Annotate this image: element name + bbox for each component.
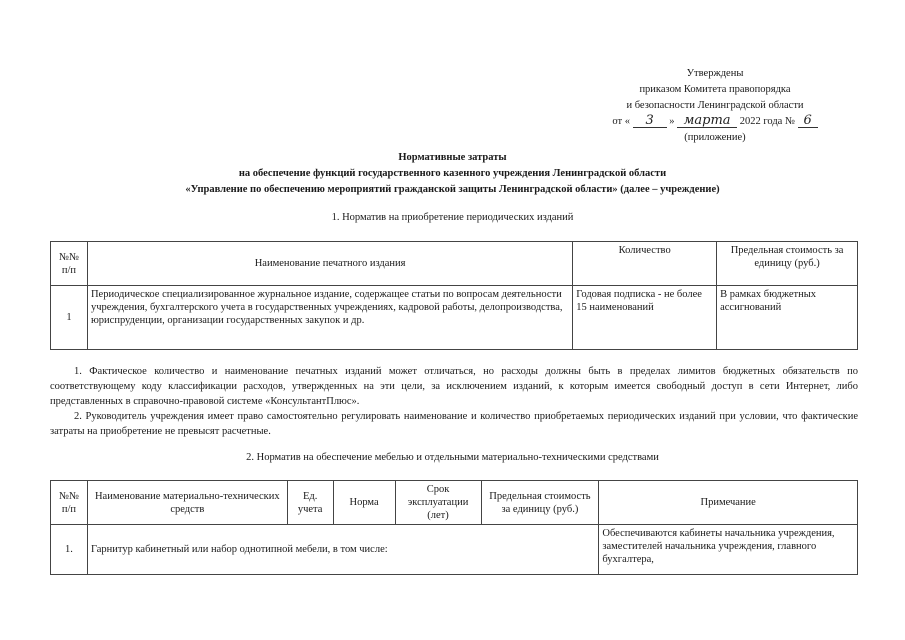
title-line-2: на обеспечение функций государственного казенного учреждения Ленинградской области bbox=[238, 168, 667, 179]
handwritten-month: марта bbox=[677, 114, 737, 128]
document-title bbox=[0, 150, 905, 198]
note-paragraph-2: 2. Руководитель учреждения имеет право самостоятельно регулировать наименование и количество приобретаемых периодических изданий при условии, что фактические затраты на приобретение не превысят расчетные. bbox=[50, 411, 858, 437]
table-row bbox=[51, 286, 858, 350]
section-2-heading: 2. Норматив на обеспечение мебелью и отдельными материально-техническими средствами bbox=[246, 452, 659, 463]
approval-line-3: и безопасности Ленинградской области bbox=[626, 100, 804, 111]
header-name: Наименование печатного издания bbox=[87, 242, 572, 286]
approval-line-2: приказом Комитета правопорядка bbox=[639, 84, 791, 95]
table-header-row bbox=[51, 481, 858, 525]
title-line-3: «Управление по обеспечению мероприятий гражданской защиты Ленинградской области» (далее – учреждение) bbox=[185, 184, 720, 195]
approval-attachment: (приложение) bbox=[684, 132, 746, 143]
table-row bbox=[51, 525, 858, 575]
date-suffix: 2022 года № bbox=[739, 116, 795, 127]
date-prefix: от « bbox=[612, 116, 630, 127]
header-service-life: Срок эксплуатации (лет) bbox=[395, 481, 481, 525]
title-line-1: Нормативные затраты bbox=[398, 152, 507, 163]
row-note: Обеспечиваются кабинеты начальника учреждения, заместителей начальника учреждения, главного бухгалтера, bbox=[599, 525, 858, 575]
header-num: №№ п/п bbox=[51, 242, 88, 286]
approval-date-line bbox=[600, 114, 830, 130]
row-num: 1. bbox=[51, 525, 88, 575]
handwritten-order-number: 6 bbox=[798, 114, 818, 128]
header-quantity: Количество bbox=[573, 242, 717, 286]
header-name: Наименование материально-технических средств bbox=[87, 481, 287, 525]
row-price: В рамках бюджетных ассигнований bbox=[717, 286, 858, 350]
periodicals-table bbox=[50, 241, 858, 350]
approval-block bbox=[600, 66, 830, 146]
header-price: Предельная стоимость за единицу (руб.) bbox=[481, 481, 599, 525]
row-name: Гарнитур кабинетный или набор однотипной мебели, в том числе: bbox=[87, 525, 598, 575]
header-unit: Ед. учета bbox=[287, 481, 333, 525]
header-price: Предельная стоимость за единицу (руб.) bbox=[717, 242, 858, 286]
row-num: 1 bbox=[51, 286, 88, 350]
date-mid: » bbox=[669, 116, 675, 127]
approval-line-1: Утверждены bbox=[686, 68, 744, 79]
header-norm: Норма bbox=[333, 481, 395, 525]
furniture-table bbox=[50, 480, 858, 575]
table-header-row bbox=[51, 242, 858, 286]
row-name: Периодическое специализированное журнальное издание, содержащее статьи по вопросам деятельности учреждения, бухгалтерского учета в государственных учреждениях, кадровой работы, делопроизводства, юриспруденции, организации государственных закупок и др. bbox=[87, 286, 572, 350]
handwritten-day: 3 bbox=[633, 114, 667, 128]
notes-block bbox=[50, 364, 858, 439]
header-num: №№ п/п bbox=[51, 481, 88, 525]
header-note: Примечание bbox=[599, 481, 858, 525]
row-quantity: Годовая подписка - не более 15 наименований bbox=[573, 286, 717, 350]
section-1-heading: 1. Норматив на приобретение периодических изданий bbox=[331, 212, 574, 223]
note-paragraph-1: 1. Фактическое количество и наименование печатных изданий может отличаться, но расходы должны быть в пределах лимитов бюджетных обязательств по соответствующему коду классификации расходов, утвержденных на эти цели, за исключением изданий, к которым имеется свободный доступ в сети Интернет, либо представленных в справочно-правовой системе «КонсультантПлюс». bbox=[50, 366, 858, 407]
